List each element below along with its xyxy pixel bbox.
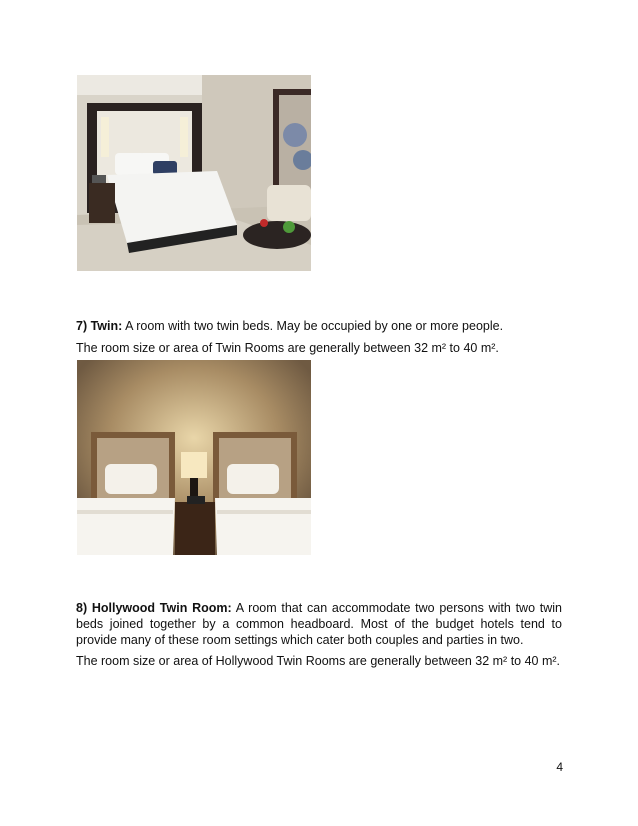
hollywood-twin-size-note: The room size or area of Hollywood Twin Rooms are generally between 32 m² to 40 m².	[76, 654, 561, 668]
twin-description	[76, 318, 562, 334]
hollywood-twin-heading: 8) Hollywood Twin Room:	[76, 601, 232, 615]
page-number: 4	[556, 760, 563, 774]
twin-room-photo	[77, 360, 311, 555]
hollywood-twin-description-text: A room that can accommodate two persons with two twin beds joined together by a common headboard. Most of the budget hotels tend to provide many of these room settings which cater both couples and parties in two.	[76, 601, 562, 647]
hollywood-twin-description	[76, 600, 562, 648]
twin-heading: 7) Twin:	[76, 319, 123, 333]
hotel-room-photo-1	[77, 75, 311, 271]
twin-size-note: The room size or area of Twin Rooms are generally between 32 m² to 40 m².	[76, 341, 499, 355]
twin-description-text: A room with two twin beds. May be occupied by one or more people.	[122, 319, 504, 333]
